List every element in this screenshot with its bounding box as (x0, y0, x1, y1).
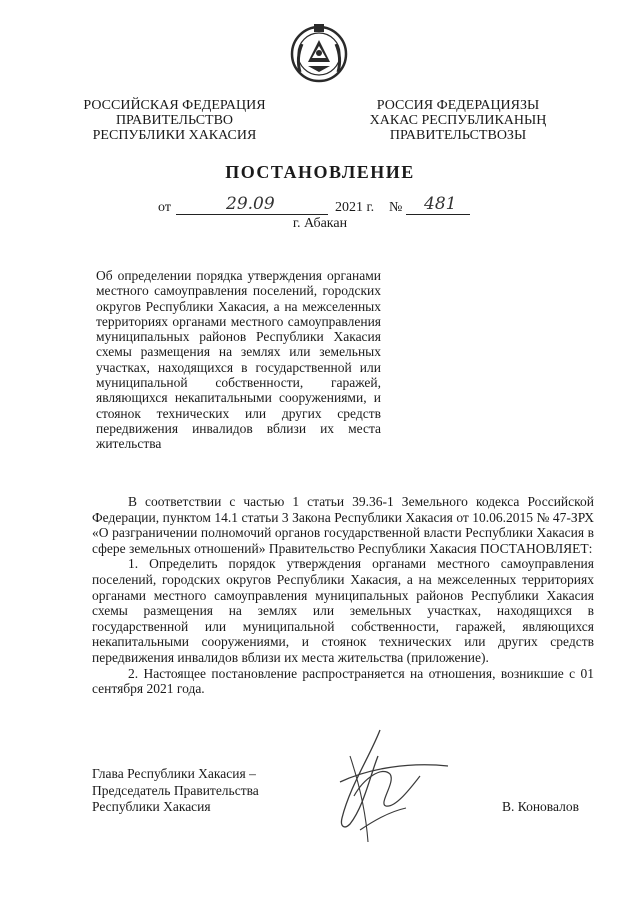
header-left-line-2: ПРАВИТЕЛЬСТВО (115, 113, 234, 128)
number-handwritten: 481 (424, 194, 457, 214)
item-1-paragraph: 1. Определить порядок утверждения органами местного самоуправления поселений, городских округов Республики Хакасия, а на межселенных территориях органами местного самоуправления муниципальных районов Республики Хакасия схемы размещения на землях или земельных участках, находящихся в государственной или муниципальной собственности, гаражей, являющихся некапитальными сооружениями, и стоянок технических или других средств передвижения инвалидов вблизи их места жительства (приложение). (92, 556, 594, 665)
header-right-line-1: РОССИЯ ФЕДЕРАЦИЯЗЫ (376, 98, 540, 113)
signatory-line-2: Председатель Правительства (92, 782, 259, 798)
date-underline (176, 214, 328, 215)
signatory-title (92, 766, 259, 816)
subject-block: Об определении порядка утверждения органами местного самоуправления поселений, городских округов Республики Хакасия, а на межселенных территориях органами местного самоуправления муниципальных районов Республики Хакасия схемы размещения на землях или земельных участках, находящихся в государственной или муниципальной собственности, гаражей, являющихся некапитальными сооружениями, и стоянок технических или других средств передвижения инвалидов вблизи их места жительства (96, 268, 381, 452)
signatory-line-3: Республики Хакасия (92, 799, 211, 814)
handwritten-signature-icon (320, 726, 450, 846)
body-text (92, 494, 594, 697)
number-sign: № (389, 200, 403, 215)
number-underline (406, 214, 470, 215)
preamble-paragraph: В соответствии с частью 1 статьи 39.36-1 Земельного кодекса Российской Федерации, пунктом 14.1 статьи 3 Закона Республики Хакасия от 10.06.2015 № 47-ЗРХ «О разграничении полномочий органов государственной власти Республики Хакасия в сфере земельных отношений» Правительство Республики Хакасия ПОСТАНОВЛЯЕТ: (92, 494, 594, 556)
year-label: 2021 г. (335, 200, 375, 215)
date-handwritten: 29.09 (226, 194, 275, 214)
item-2-paragraph: 2. Настоящее постановление распространяется на отношения, возникшие с 01 сентября 2021 года. (92, 665, 594, 697)
header-right-line-3: ПРАВИТЕЛЬСТВОЗЫ (389, 128, 527, 143)
header-right-line-2: ХАКАС РЕСПУБЛИКАНЫҢ (369, 113, 547, 128)
document-title: ПОСТАНОВЛЕНИЕ (225, 162, 415, 182)
signatory-line-1: Глава Республики Хакасия – (92, 766, 256, 781)
date-number-line (0, 0, 640, 240)
header-left-line-1: РОССИЙСКАЯ ФЕДЕРАЦИЯ (83, 98, 266, 113)
date-prefix: от (158, 200, 171, 215)
signatory-name: В. Коновалов (502, 799, 579, 814)
header-left-line-3: РЕСПУБЛИКИ ХАКАСИЯ (92, 128, 257, 143)
city-label: г. Абакан (292, 216, 348, 231)
